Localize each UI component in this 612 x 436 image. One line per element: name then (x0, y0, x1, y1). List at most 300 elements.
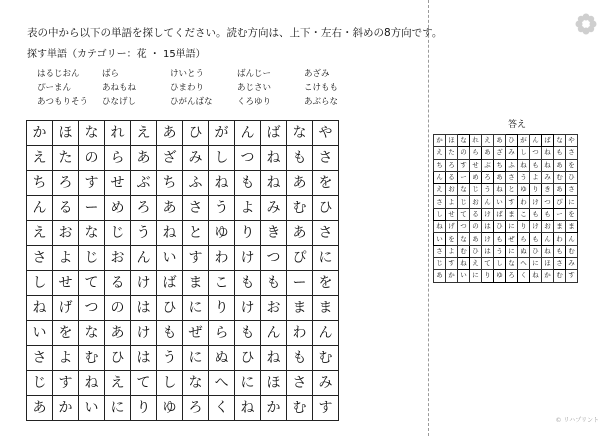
grid-cell: た (53, 146, 79, 171)
answer-cell: け (530, 221, 542, 233)
grid-cell: え (27, 221, 53, 246)
answer-cell: ね (518, 159, 530, 171)
grid-cell: あ (287, 171, 313, 196)
answer-cell: ひ (566, 171, 578, 183)
answer-cell: ん (566, 233, 578, 245)
answer-cell: あ (494, 171, 506, 183)
grid-cell: ば (261, 121, 287, 146)
answer-cell: ば (542, 135, 554, 147)
answer-cell: か (446, 270, 458, 282)
answer-cell: も (554, 245, 566, 257)
grid-cell: ん (131, 246, 157, 271)
answer-cell: り (482, 270, 494, 282)
answer-cell: け (530, 196, 542, 208)
grid-cell: ま (287, 296, 313, 321)
grid-cell: ね (79, 371, 105, 396)
grid-cell: も (235, 171, 261, 196)
grid-row (27, 196, 339, 221)
word-item: ひなげし (102, 97, 137, 107)
grid-cell: む (287, 196, 313, 221)
answer-cell: の (458, 147, 470, 159)
answer-cell: し (494, 257, 506, 269)
grid-cell: あ (157, 196, 183, 221)
answer-cell: ろ (482, 171, 494, 183)
answer-cell: ら (518, 233, 530, 245)
grid-cell: り (235, 221, 261, 246)
answer-grid (433, 134, 578, 283)
grid-cell: ぜ (183, 321, 209, 346)
grid-cell: せ (105, 171, 131, 196)
grid-cell: い (79, 396, 105, 421)
grid-row (434, 245, 578, 257)
answer-cell: う (482, 184, 494, 196)
answer-cell: い (494, 196, 506, 208)
answer-cell: お (542, 221, 554, 233)
answer-cell: わ (518, 196, 530, 208)
answer-cell: し (434, 208, 446, 220)
grid-cell: か (27, 121, 53, 146)
answer-cell: ね (542, 147, 554, 159)
grid-cell: て (131, 371, 157, 396)
answer-cell: む (554, 171, 566, 183)
grid-cell: る (53, 196, 79, 221)
word-item: けいとう (170, 69, 205, 79)
grid-cell: か (53, 396, 79, 421)
grid-cell: え (27, 146, 53, 171)
answer-cell: に (506, 245, 518, 257)
grid-cell: ひ (157, 296, 183, 321)
answer-cell: り (518, 221, 530, 233)
answer-cell: も (542, 208, 554, 220)
word-item: ばんじー (237, 69, 272, 79)
answer-cell: な (506, 257, 518, 269)
answer-cell: ひ (506, 135, 518, 147)
grid-cell: ゆ (209, 221, 235, 246)
answer-cell: む (554, 270, 566, 282)
answer-cell: ま (506, 208, 518, 220)
grid-cell: す (53, 371, 79, 396)
grid-cell: ち (27, 171, 53, 196)
grid-cell: み (183, 146, 209, 171)
answer-cell: へ (518, 257, 530, 269)
grid-cell: に (183, 346, 209, 371)
answer-cell: こ (518, 208, 530, 220)
copyright-text: © リハプリント (555, 417, 599, 424)
answer-cell: に (530, 257, 542, 269)
answer-cell: ざ (494, 147, 506, 159)
answer-cell: に (506, 221, 518, 233)
grid-cell: ろ (131, 196, 157, 221)
answer-cell: も (554, 147, 566, 159)
grid-cell: ね (157, 221, 183, 246)
word-item: ばら (102, 69, 120, 79)
grid-row (434, 159, 578, 171)
answer-cell: あ (554, 184, 566, 196)
answer-cell: は (482, 245, 494, 257)
answer-cell: あ (434, 270, 446, 282)
grid-cell: う (157, 346, 183, 371)
answer-cell: を (566, 159, 578, 171)
answer-cell: さ (566, 147, 578, 159)
grid-cell: う (209, 196, 235, 221)
grid-cell: を (53, 321, 79, 346)
word-item: こけもも (304, 83, 339, 93)
answer-cell: ろ (446, 159, 458, 171)
answer-cell: う (518, 171, 530, 183)
answer-cell: み (506, 147, 518, 159)
answer-cell: ぜ (506, 233, 518, 245)
grid-cell: ん (235, 121, 261, 146)
answer-cell: じ (470, 184, 482, 196)
grid-cell: ひ (235, 346, 261, 371)
grid-cell: ろ (53, 171, 79, 196)
answer-cell: ほ (542, 257, 554, 269)
word-item: はるじおん (37, 69, 80, 79)
grid-cell: け (235, 296, 261, 321)
answer-cell: つ (530, 147, 542, 159)
word-item: あつもりそう (37, 97, 89, 107)
answer-cell: さ (554, 257, 566, 269)
answer-cell: え (434, 184, 446, 196)
grid-cell: や (313, 121, 339, 146)
answer-cell: よ (530, 171, 542, 183)
answer-cell: い (434, 233, 446, 245)
answer-cell: わ (554, 233, 566, 245)
grid-cell: け (131, 271, 157, 296)
grid-cell: は (131, 296, 157, 321)
grid-cell: も (261, 271, 287, 296)
grid-cell: の (105, 296, 131, 321)
answer-cell: ぶ (482, 159, 494, 171)
answer-cell: ま (566, 221, 578, 233)
grid-cell: し (209, 146, 235, 171)
answer-cell: え (434, 147, 446, 159)
answer-cell: ぴ (554, 196, 566, 208)
answer-title: 答え (507, 120, 526, 130)
answer-cell: な (458, 135, 470, 147)
answer-cell: は (482, 221, 494, 233)
grid-cell: ほ (261, 371, 287, 396)
answer-cell: る (446, 171, 458, 183)
grid-cell: と (183, 221, 209, 246)
grid-cell: あ (27, 396, 53, 421)
answer-cell: え (482, 135, 494, 147)
answer-cell: み (566, 257, 578, 269)
grid-cell: さ (287, 371, 313, 396)
grid-cell: き (261, 221, 287, 246)
grid-cell: す (79, 171, 105, 196)
answer-cell: ほ (446, 135, 458, 147)
grid-cell: せ (53, 271, 79, 296)
answer-cell: い (458, 270, 470, 282)
answer-cell: さ (434, 245, 446, 257)
grid-cell: ゆ (157, 396, 183, 421)
grid-cell: ー (287, 271, 313, 296)
answer-cell: ん (530, 135, 542, 147)
grid-cell: り (131, 396, 157, 421)
grid-cell: い (27, 321, 53, 346)
answer-cell: ん (482, 196, 494, 208)
grid-cell: も (235, 271, 261, 296)
grid-cell: ざ (157, 146, 183, 171)
grid-cell: な (79, 221, 105, 246)
grid-cell: わ (209, 246, 235, 271)
answer-cell: し (518, 147, 530, 159)
answer-cell: ま (554, 221, 566, 233)
instruction-text: 表の中から以下の単語を探してください。読む方向は、上下・左右・斜めの8方向です。 (27, 27, 443, 39)
grid-cell: ぶ (131, 171, 157, 196)
grid-cell: ん (261, 321, 287, 346)
grid-row (27, 146, 339, 171)
answer-cell: と (506, 184, 518, 196)
grid-row (27, 296, 339, 321)
answer-cell: め (470, 171, 482, 183)
grid-cell: も (235, 321, 261, 346)
answer-cell: く (518, 270, 530, 282)
grid-row (434, 135, 578, 147)
answer-cell: て (458, 208, 470, 220)
grid-cell: つ (261, 246, 287, 271)
answer-cell: え (470, 257, 482, 269)
answer-cell: ら (470, 147, 482, 159)
grid-cell: ね (209, 171, 235, 196)
grid-cell: す (313, 396, 339, 421)
grid-cell: ら (209, 321, 235, 346)
answer-cell: ね (530, 270, 542, 282)
grid-cell: む (79, 346, 105, 371)
grid-cell: ひ (105, 346, 131, 371)
answer-cell: の (470, 221, 482, 233)
grid-cell: ま (313, 296, 339, 321)
grid-row (434, 221, 578, 233)
grid-cell: う (131, 221, 157, 246)
grid-cell: ひ (183, 121, 209, 146)
answer-cell: ち (494, 159, 506, 171)
answer-cell: が (518, 135, 530, 147)
grid-row (434, 184, 578, 196)
answer-cell: を (566, 208, 578, 220)
grid-cell: も (287, 346, 313, 371)
grid-cell: し (27, 271, 53, 296)
word-category-heading: 探す単語（カテゴリー：花 ・ 15単語） (27, 49, 206, 60)
answer-cell: じ (434, 257, 446, 269)
grid-cell: あ (157, 121, 183, 146)
grid-cell: さ (313, 146, 339, 171)
answer-cell: ね (458, 257, 470, 269)
grid-row (434, 270, 578, 282)
grid-row (434, 233, 578, 245)
grid-cell: に (235, 371, 261, 396)
word-item: あじさい (237, 83, 272, 93)
grid-cell: ね (261, 346, 287, 371)
answer-cell: も (530, 208, 542, 220)
grid-cell: よ (53, 346, 79, 371)
grid-cell: く (209, 396, 235, 421)
word-item: ひがんばな (170, 97, 213, 107)
grid-cell: さ (27, 346, 53, 371)
grid-cell: は (131, 346, 157, 371)
word-item: あぶらな (304, 97, 339, 107)
answer-cell: む (566, 245, 578, 257)
flower-logo-icon (574, 12, 598, 36)
grid-cell: じ (105, 221, 131, 246)
answer-cell: お (446, 184, 458, 196)
answer-cell: か (542, 270, 554, 282)
grid-cell: が (209, 121, 235, 146)
grid-cell: お (53, 221, 79, 246)
grid-cell: ん (313, 321, 339, 346)
grid-cell: に (183, 296, 209, 321)
grid-cell: ね (261, 171, 287, 196)
grid-row (434, 171, 578, 183)
grid-cell: ん (27, 196, 53, 221)
grid-cell: ね (235, 396, 261, 421)
answer-cell: に (470, 270, 482, 282)
grid-row (27, 321, 339, 346)
grid-row (27, 271, 339, 296)
grid-cell: ぬ (209, 346, 235, 371)
answer-cell: け (482, 233, 494, 245)
answer-cell: む (458, 245, 470, 257)
grid-cell: に (313, 246, 339, 271)
answer-cell: ゆ (494, 270, 506, 282)
answer-cell: つ (542, 196, 554, 208)
grid-cell: け (235, 246, 261, 271)
answer-cell: あ (494, 135, 506, 147)
grid-cell: じ (79, 246, 105, 271)
grid-row (27, 396, 339, 421)
grid-cell: む (313, 346, 339, 371)
grid-cell: を (313, 271, 339, 296)
grid-cell: つ (235, 146, 261, 171)
answer-cell: な (458, 184, 470, 196)
grid-cell: ま (183, 271, 209, 296)
grid-cell: も (157, 321, 183, 346)
grid-cell: ら (105, 146, 131, 171)
cut-line-divider (428, 0, 429, 436)
answer-cell: あ (482, 147, 494, 159)
answer-cell: て (482, 257, 494, 269)
answer-cell: み (542, 171, 554, 183)
answer-cell: ふ (506, 159, 518, 171)
grid-cell: ね (27, 296, 53, 321)
grid-cell: こ (209, 271, 235, 296)
answer-cell: ば (494, 208, 506, 220)
answer-cell: さ (434, 196, 446, 208)
answer-cell: お (470, 196, 482, 208)
word-item: くろゆり (237, 97, 272, 107)
grid-cell: ば (157, 271, 183, 296)
grid-cell: む (287, 396, 313, 421)
grid-cell: さ (27, 246, 53, 271)
grid-cell: さ (313, 221, 339, 246)
grid-cell: な (183, 371, 209, 396)
answer-cell: ゆ (518, 184, 530, 196)
grid-cell: ー (79, 196, 105, 221)
answer-cell: り (530, 184, 542, 196)
answer-cell: せ (470, 159, 482, 171)
grid-cell: ふ (183, 171, 209, 196)
grid-cell: し (157, 371, 183, 396)
grid-cell: え (105, 371, 131, 396)
answer-cell: つ (458, 221, 470, 233)
answer-cell: な (554, 135, 566, 147)
grid-row (434, 208, 578, 220)
answer-cell: れ (470, 135, 482, 147)
answer-cell: ー (458, 171, 470, 183)
answer-cell: ひ (470, 245, 482, 257)
word-search-grid (26, 120, 339, 421)
grid-cell: か (261, 396, 287, 421)
grid-cell: あ (287, 221, 313, 246)
grid-cell: ね (261, 146, 287, 171)
grid-cell: え (131, 121, 157, 146)
word-item: ぴーまん (37, 83, 72, 93)
grid-cell: る (105, 271, 131, 296)
answer-cell: け (482, 208, 494, 220)
grid-cell: み (261, 196, 287, 221)
grid-row (434, 257, 578, 269)
grid-row (27, 171, 339, 196)
answer-cell: う (494, 245, 506, 257)
grid-row (27, 121, 339, 146)
grid-cell: て (79, 271, 105, 296)
answer-cell: ね (434, 221, 446, 233)
grid-cell: ひ (313, 196, 339, 221)
grid-cell: よ (53, 246, 79, 271)
grid-cell: を (313, 171, 339, 196)
answer-cell: す (446, 257, 458, 269)
grid-cell: み (313, 371, 339, 396)
answer-cell: や (566, 135, 578, 147)
answer-cell: ー (554, 208, 566, 220)
grid-cell: あ (105, 321, 131, 346)
grid-cell: な (79, 121, 105, 146)
grid-cell: り (209, 296, 235, 321)
grid-row (434, 147, 578, 159)
grid-cell: じ (27, 371, 53, 396)
grid-cell: ろ (183, 396, 209, 421)
word-item: あざみ (304, 69, 330, 79)
answer-cell: げ (446, 221, 458, 233)
grid-row (27, 371, 339, 396)
grid-cell: も (287, 146, 313, 171)
answer-cell: す (506, 196, 518, 208)
grid-cell: ち (157, 171, 183, 196)
answer-cell: よ (446, 245, 458, 257)
grid-row (27, 246, 339, 271)
grid-cell: な (79, 321, 105, 346)
grid-cell: お (105, 246, 131, 271)
grid-cell: な (287, 121, 313, 146)
answer-cell: さ (566, 184, 578, 196)
answer-cell: ん (542, 233, 554, 245)
answer-cell: ひ (494, 221, 506, 233)
grid-cell: げ (53, 296, 79, 321)
grid-cell: い (157, 246, 183, 271)
answer-cell: す (566, 270, 578, 282)
grid-row (27, 221, 339, 246)
answer-cell: を (446, 233, 458, 245)
grid-cell: お (261, 296, 287, 321)
answer-cell: に (566, 196, 578, 208)
grid-row (27, 346, 339, 371)
answer-cell: ひ (530, 245, 542, 257)
grid-cell: あ (131, 146, 157, 171)
grid-cell: ぴ (287, 246, 313, 271)
answer-cell: す (458, 159, 470, 171)
answer-cell: た (446, 147, 458, 159)
